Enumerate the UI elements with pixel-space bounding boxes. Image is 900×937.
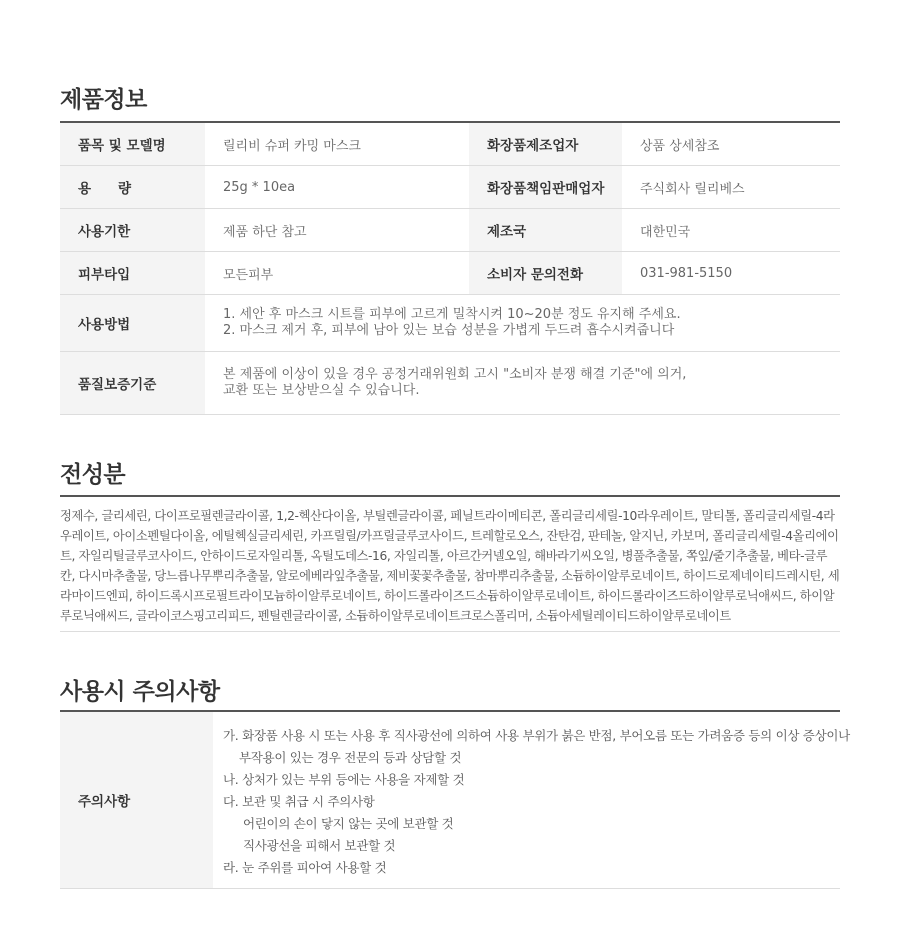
caution-line-4: 다. 보관 및 취급 시 주의사항 [223,794,375,809]
ingredients-section [60,457,840,632]
table-row [60,123,840,166]
caution-line-7: 라. 눈 주위를 피아여 사용할 것 [223,860,387,875]
table-row [60,166,840,209]
table-row [60,352,840,415]
product-info-title: 제품정보 [60,87,147,113]
label-model: 품목 및 모델명 [60,123,205,166]
caution-line-5: 어린이의 손이 닿지 않는 곳에 보관할 것 [243,816,454,831]
label-distributor: 화장품책임판매업자 [469,166,622,209]
value-phone: 031-981-5150 [622,252,840,295]
usage-line-2: 2. 마스크 제거 후, 피부에 남아 있는 보습 성분을 가볍게 두드려 흡수시켜줍니다 [223,323,675,338]
label-skin-type: 피부타입 [60,252,205,295]
label-quality: 품질보증기준 [60,352,205,415]
value-country: 대한민국 [622,209,840,252]
caution-title: 사용시 주의사항 [60,679,220,705]
value-distributor: 주식회사 릴리베스 [622,166,840,209]
label-caution: 주의사항 [60,712,213,889]
caution-line-6: 직사광선을 피해서 보관할 것 [243,838,396,853]
value-usage [205,295,840,352]
ingredients-text: 정제수, 글리세린, 다이프로필렌글라이콜, 1,2-헥산다이올, 부틸렌글라이콜, 페닐트라이메티콘, 폴리글리세릴-10라우레이트, 말티톨, 폴리글리세릴-4라우레이트, 아이소펜틸다이올, 에틸헥실글리세린, 카프릴릴/카프릴글루코사이드, 트레할로오스, 잔탄검, 판테놀, 알지닌, 카보머, 폴리글리세릴-4올리에이트, 자일리틸글루코사이드, 안하이드로자일리톨, 옥틸도데스-16, 자일리톨, 아르간커넬오일, 해바라기씨오일, 병풀추출물, 쪽잎/줄기추출물, 베타-글루칸, 다시마추출물, 당느릅나무뿌리추출물, 알로에베라잎추출물, 제비꽃꽃추출물, 참마뿌리추출물, 소듐하이알루로네이트, 하이드로제네이티드레시틴, 세라마이드엔피, 하이드록시프로필트라이모늄하이알루로네이트, 하이드롤라이즈드소듐하이알루로네이트, 하이드롤라이즈드하이알루로닉애씨드, 하이알루로닉애씨드, 글라이코스핑고리피드, 펜틸렌글라이콜, 소듐하이알루로네이트크로스폴리머, 소듐아세틸레이티드하이알루로네이트 [60,497,840,632]
label-expiry: 사용기한 [60,209,205,252]
value-manufacturer: 상품 상세참조 [622,123,840,166]
value-model: 릴리비 슈퍼 카밍 마스크 [205,123,469,166]
label-manufacturer: 화장품제조업자 [469,123,622,166]
caution-line-3: 나. 상처가 있는 부위 등에는 사용을 자제할 것 [223,772,465,787]
table-row [60,295,840,352]
table-row [60,252,840,295]
table-row [60,209,840,252]
table-row [60,712,840,889]
value-quality [205,352,840,415]
caution-table [60,712,850,889]
usage-line-1: 1. 세안 후 마스크 시트를 피부에 고르게 밀착시켜 10~20분 정도 유지해 주세요. [223,307,681,322]
caution-section [60,674,850,889]
quality-line-2: 교환 또는 보상받으실 수 있습니다. [223,383,420,398]
caution-body [213,712,850,889]
value-expiry: 제품 하단 참고 [205,209,469,252]
label-country: 제조국 [469,209,622,252]
product-info-section [60,82,840,415]
product-info-table [60,123,840,415]
caution-line-1: 가. 화장품 사용 시 또는 사용 후 직사광선에 의하여 사용 부위가 붉은 반점, 부어오름 또는 가려움증 등의 이상 증상이나 [223,728,850,743]
ingredients-title: 전성분 [60,462,126,488]
label-volume: 용 량 [60,166,205,209]
label-phone: 소비자 문의전화 [469,252,622,295]
value-skin-type: 모든피부 [205,252,469,295]
label-usage: 사용방법 [60,295,205,352]
quality-line-1: 본 제품에 이상이 있을 경우 공정거래위원회 고시 "소비자 분쟁 해결 기준"에 의거, [223,367,687,382]
value-volume: 25g * 10ea [205,166,469,209]
caution-line-2: 부작용이 있는 경우 전문의 등과 상담할 것 [239,750,462,765]
